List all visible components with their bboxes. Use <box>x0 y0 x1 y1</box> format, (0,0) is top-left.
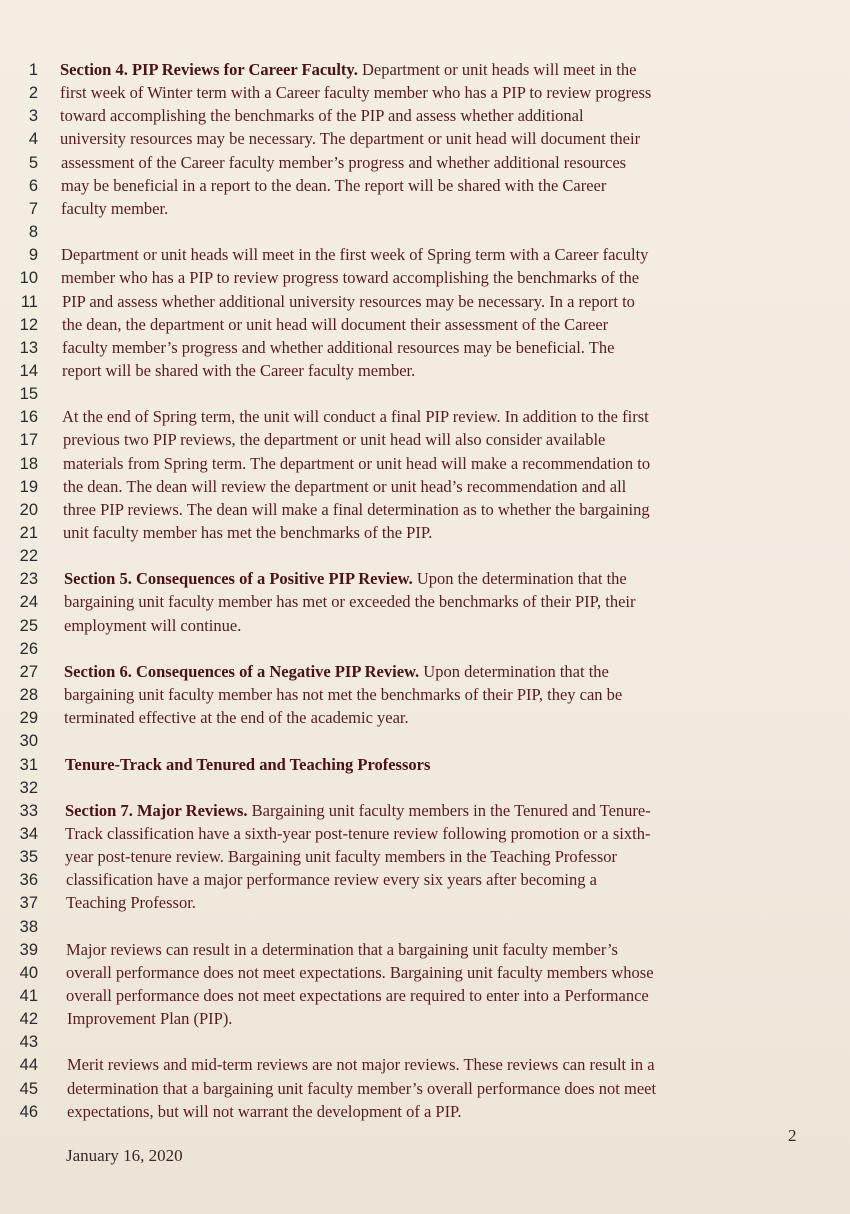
line-number: 24 <box>19 593 38 612</box>
line-text <box>63 430 605 450</box>
document-line <box>0 940 850 960</box>
line-number: 36 <box>19 871 38 890</box>
line-text <box>61 176 606 196</box>
line-number: 37 <box>19 894 38 913</box>
line-heading: Section 5. Consequences of a Positive PIP Review. <box>64 569 413 589</box>
line-text <box>65 801 651 821</box>
document-line <box>0 60 850 80</box>
document-line <box>0 1102 850 1122</box>
document-line <box>0 592 850 612</box>
line-text <box>66 940 618 960</box>
line-heading: Section 6. Consequences of a Negative PIP Review. <box>64 661 420 681</box>
document-line <box>0 292 850 312</box>
line-number: 33 <box>19 801 38 820</box>
line-number: 46 <box>19 1102 38 1121</box>
line-text <box>61 245 648 265</box>
line-text <box>65 755 430 775</box>
document-line <box>0 477 850 497</box>
line-text <box>66 870 597 890</box>
line-text <box>67 1009 232 1029</box>
line-number: 18 <box>19 454 38 473</box>
document-line <box>0 731 850 751</box>
line-number: 9 <box>28 246 38 265</box>
document-line <box>0 454 850 474</box>
line-number: 6 <box>28 176 38 195</box>
line-number: 21 <box>19 524 38 542</box>
line-body: toward accomplishing the benchmarks of the PIP and assess whether additional <box>60 106 584 126</box>
line-heading: Tenure-Track and Tenured and Teaching Professors <box>65 754 431 774</box>
line-number: 30 <box>19 732 38 751</box>
line-body: bargaining unit faculty member has not met the benchmarks of their PIP, they can be <box>64 685 623 705</box>
line-number: 15 <box>19 385 38 404</box>
line-text <box>61 199 168 219</box>
line-text <box>65 824 650 844</box>
line-text <box>65 847 617 867</box>
line-text <box>60 106 584 126</box>
line-number: 8 <box>28 223 38 242</box>
document-line <box>0 384 850 404</box>
document-line <box>0 153 850 173</box>
line-body: Upon determination that the <box>419 661 609 681</box>
document-line <box>0 315 850 335</box>
line-body: the dean, the department or unit head will document their assessment of the Career <box>62 314 609 334</box>
line-number: 16 <box>19 408 38 427</box>
line-number: 2 <box>28 84 38 103</box>
line-text <box>67 1079 656 1099</box>
line-body: Merit reviews and mid-term reviews are not major reviews. These reviews can result in a <box>67 1055 655 1075</box>
line-text <box>61 268 639 288</box>
line-text <box>64 708 409 728</box>
line-heading: Section 4. PIP Reviews for Career Faculty. <box>60 60 358 79</box>
line-text <box>66 986 649 1006</box>
line-body: university resources may be necessary. The department or unit head will document their <box>60 129 641 149</box>
footer-date: January 16, 2020 <box>66 1146 183 1165</box>
line-number: 28 <box>19 686 38 705</box>
document-line <box>0 338 850 358</box>
document-line <box>0 963 850 983</box>
line-text <box>62 407 649 427</box>
document-line <box>0 778 850 798</box>
document-line <box>0 662 850 682</box>
line-text <box>67 1102 462 1122</box>
line-body: materials from Spring term. The department or unit head will make a recommendation to <box>63 453 651 473</box>
document-line <box>0 129 850 149</box>
line-text <box>64 592 636 612</box>
line-body: Major reviews can result in a determination that a bargaining unit faculty member’s <box>66 939 618 959</box>
line-text <box>63 477 626 497</box>
line-body: faculty member’s progress and whether additional resources may be beneficial. The <box>62 337 615 357</box>
page-number: 2 <box>788 1126 797 1145</box>
line-body: assessment of the Career faculty member’s progress and whether additional resources <box>61 152 627 172</box>
line-body: faculty member. <box>61 198 169 218</box>
line-number: 20 <box>19 500 38 519</box>
line-body: report will be shared with the Career faculty member. <box>62 360 416 380</box>
document-line <box>0 222 850 242</box>
document-line <box>0 870 850 890</box>
line-text <box>60 129 640 149</box>
line-text <box>62 361 415 381</box>
document-line <box>0 639 850 659</box>
line-number: 43 <box>19 1033 38 1052</box>
line-body: Department or unit heads will meet in the <box>357 60 637 79</box>
line-number: 22 <box>19 547 38 566</box>
document-line <box>0 245 850 265</box>
line-number: 19 <box>19 477 38 496</box>
line-text <box>64 662 609 682</box>
line-number: 26 <box>19 639 38 658</box>
line-number: 34 <box>19 824 38 843</box>
line-number: 31 <box>19 755 38 774</box>
line-body: three PIP reviews. The dean will make a final determination as to whether the bargaining <box>63 499 650 519</box>
line-number: 40 <box>19 963 38 982</box>
document-line <box>0 569 850 589</box>
line-body: Bargaining unit faculty members in the Tenured and Tenure- <box>247 800 651 820</box>
line-number: 32 <box>19 778 38 797</box>
document-line <box>0 847 850 867</box>
line-body: Teaching Professor. <box>66 893 196 913</box>
document-line <box>0 500 850 520</box>
line-number: 7 <box>28 199 38 218</box>
line-text <box>67 1055 655 1075</box>
line-heading: Section 7. Major Reviews. <box>65 800 248 820</box>
document-line <box>0 1079 850 1099</box>
line-body: expectations, but will not warrant the development of a PIP. <box>67 1101 462 1121</box>
line-number: 5 <box>28 153 38 172</box>
line-number: 1 <box>28 61 38 79</box>
line-body: previous two PIP reviews, the department or unit head will also consider available <box>63 430 606 450</box>
line-body: PIP and assess whether additional university resources may be necessary. In a report to <box>62 291 635 311</box>
line-text <box>64 685 622 705</box>
line-text <box>66 963 654 983</box>
line-number: 11 <box>20 292 38 311</box>
line-number: 41 <box>19 987 38 1005</box>
line-number: 42 <box>19 1010 38 1029</box>
line-body: unit faculty member has met the benchmarks of the PIP. <box>63 523 433 542</box>
document-line <box>0 176 850 196</box>
line-body: Upon the determination that the <box>412 569 627 589</box>
document-line <box>0 1055 850 1075</box>
line-body: determination that a bargaining unit faculty member’s overall performance does not meet <box>67 1078 657 1098</box>
document-line <box>0 199 850 219</box>
line-body: employment will continue. <box>64 615 242 635</box>
document-line <box>0 685 850 705</box>
line-text <box>62 315 608 335</box>
line-number: 27 <box>19 662 38 681</box>
document-line <box>0 755 850 775</box>
line-number: 4 <box>28 130 38 149</box>
document-line <box>0 1032 850 1052</box>
line-text <box>62 292 635 312</box>
line-body: Track classification have a sixth-year post-tenure review following promotion or a sixth- <box>65 823 651 843</box>
line-number: 29 <box>19 709 38 728</box>
line-number: 3 <box>28 107 38 126</box>
line-body: At the end of Spring term, the unit will conduct a final PIP review. In addition to the first <box>62 407 649 427</box>
line-body: member who has a PIP to review progress toward accomplishing the benchmarks of the <box>61 268 640 288</box>
line-number: 38 <box>19 917 38 936</box>
line-text <box>60 60 636 80</box>
line-text <box>63 500 650 520</box>
line-number: 23 <box>19 570 38 589</box>
document-line <box>0 268 850 288</box>
document-line <box>0 106 850 126</box>
line-text <box>66 893 196 913</box>
line-body: overall performance does not meet expectations. Bargaining unit faculty members whose <box>66 962 654 982</box>
document-line <box>0 546 850 566</box>
line-body: bargaining unit faculty member has met or exceeded the benchmarks of their PIP, their <box>64 592 636 612</box>
document-line <box>0 708 850 728</box>
line-number: 25 <box>19 616 38 635</box>
line-body: terminated effective at the end of the academic year. <box>64 708 409 728</box>
document-line <box>0 801 850 821</box>
line-body: Improvement Plan (PIP). <box>67 1009 233 1029</box>
document-line <box>0 893 850 913</box>
document-line <box>0 430 850 450</box>
line-text <box>63 454 650 474</box>
document-line <box>0 824 850 844</box>
line-number: 10 <box>19 269 38 288</box>
line-body: Department or unit heads will meet in the first week of Spring term with a Career faculty <box>61 245 649 265</box>
line-number: 35 <box>19 848 38 867</box>
document-line <box>0 986 850 1006</box>
line-text <box>64 616 241 636</box>
line-body: the dean. The dean will review the department or unit head’s recommendation and all <box>63 476 627 496</box>
document-line <box>0 361 850 381</box>
line-text <box>64 569 627 589</box>
line-number: 12 <box>19 315 38 334</box>
line-number: 14 <box>19 361 38 380</box>
line-number: 45 <box>19 1079 38 1098</box>
line-number: 17 <box>19 431 38 450</box>
line-number: 39 <box>19 940 38 959</box>
line-text <box>62 338 614 358</box>
line-number: 44 <box>19 1056 38 1075</box>
document-line <box>0 1009 850 1029</box>
document-line <box>0 407 850 427</box>
line-body: overall performance does not meet expectations are required to enter into a Performance <box>66 986 649 1005</box>
line-text <box>63 523 432 543</box>
line-body: may be beneficial in a report to the dean. The report will be shared with the Career <box>61 175 607 195</box>
document-line <box>0 83 850 103</box>
line-text <box>61 153 626 173</box>
document-line <box>0 616 850 636</box>
line-body: first week of Winter term with a Career faculty member who has a PIP to review progress <box>60 83 652 103</box>
line-body: year post-tenure review. Bargaining unit faculty members in the Teaching Professor <box>65 847 618 867</box>
document-line <box>0 917 850 937</box>
line-number: 13 <box>19 338 38 357</box>
line-body: classification have a major performance review every six years after becoming a <box>66 870 597 890</box>
line-text <box>60 83 651 103</box>
document-line <box>0 523 850 543</box>
